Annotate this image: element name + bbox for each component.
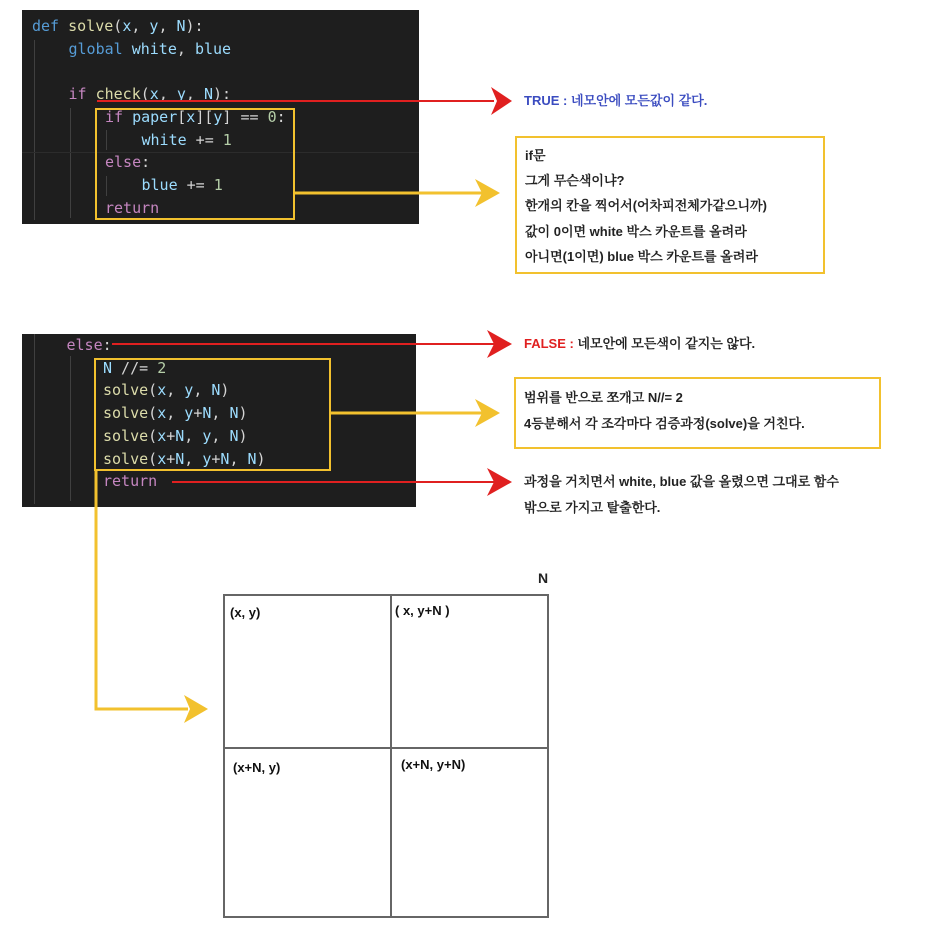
return-annotation-line2: 밖으로 가지고 탈출한다. (524, 500, 661, 515)
code-token: , (158, 85, 177, 104)
if-box-line-4: 값이 0이면 white 박스 카운트를 올려라 (525, 224, 747, 239)
code-token: blue (194, 39, 232, 58)
false-text: 네모안에 모든색이 같지는 않다. (573, 336, 756, 351)
grid-horizontal-divider (225, 747, 547, 749)
cell-top-right-label: ( x, y+N ) (395, 603, 450, 618)
code-token: solve (103, 381, 149, 400)
code-token: y (149, 17, 159, 35)
code-token: N (176, 17, 186, 35)
code-token: + (166, 426, 176, 445)
code-token: ( (148, 404, 158, 423)
code-token: white (131, 39, 177, 58)
code-token: N (247, 449, 257, 468)
split-explanation-arrow (331, 399, 500, 427)
code-token: ( (148, 449, 158, 468)
split-box-line-2: 4등분해서 각 조각마다 검증과정(solve)을 거친다. (524, 416, 805, 431)
code-token: += (186, 130, 223, 149)
code-token: , (211, 404, 230, 423)
code-token: x (157, 404, 167, 423)
code-token: + (193, 404, 203, 423)
false-annotation (524, 335, 755, 353)
true-text: 네모안에 모든값이 같다. (567, 93, 708, 108)
grid-pointer-arrow (96, 471, 208, 723)
code-token: , (184, 426, 203, 445)
code-token: N (211, 381, 221, 400)
code-token: : (276, 107, 286, 126)
code-token: x (186, 107, 196, 126)
code-token: y (202, 449, 212, 468)
code-token: N (220, 449, 230, 468)
code-token: if (68, 85, 87, 104)
if-box-line-3: 한개의 칸을 찍어서(어차피전체가같으니까) (525, 198, 767, 213)
split-explanation-box (514, 377, 881, 449)
code-token: ) (238, 404, 248, 423)
code-token: solve (68, 17, 114, 35)
code-token: N (175, 426, 185, 445)
false-label: FALSE : (524, 336, 574, 351)
code-token: N (202, 404, 212, 423)
code-token: 1 (213, 175, 223, 194)
code-token: ) (220, 381, 230, 400)
code-token: ] == (222, 107, 268, 126)
cell-bottom-right-label: (x+N, y+N) (401, 757, 466, 772)
code-token: , (166, 381, 185, 400)
code-token: def (32, 17, 60, 35)
split-box-line-1: 범위를 반으로 쪼개고 N//= 2 (524, 390, 683, 405)
code-token: += (177, 175, 214, 194)
code-token: : (141, 153, 151, 172)
return-annotation-line1: 과정을 거치면서 white, blue 값을 올렸으면 그대로 함수 (524, 474, 839, 489)
code-token: blue (141, 175, 178, 194)
code-token: 0 (267, 107, 277, 126)
code-token: paper (132, 107, 178, 126)
code-token: ) (238, 426, 248, 445)
code-token: , (166, 404, 185, 423)
code-token: ( (148, 381, 158, 400)
code-token: y (184, 381, 194, 400)
code-token: N (175, 449, 185, 468)
true-label: TRUE : (524, 93, 568, 108)
code-token: x (157, 426, 167, 445)
if-box-line-5: 아니면(1이면) blue 박스 카운트를 올려라 (525, 249, 758, 264)
code-token: x (149, 85, 159, 104)
code-token: ( (140, 85, 150, 104)
code-token: x (157, 449, 167, 468)
code-token: , (211, 426, 230, 445)
code-token: solve (103, 426, 149, 445)
code-token: ( (148, 426, 158, 445)
code-token: ): (213, 85, 232, 104)
if-explanation-arrow (294, 179, 500, 207)
code-token: //= (112, 358, 158, 377)
code-token: , (229, 449, 248, 468)
code-token: y (202, 426, 212, 445)
quadrant-grid (223, 594, 549, 918)
code-token: N (229, 426, 239, 445)
grid-n-label: N (538, 570, 549, 586)
code-token: , (185, 85, 204, 104)
code-token: ( (113, 17, 123, 35)
code-token: y (176, 85, 186, 104)
code-token: white (141, 130, 187, 149)
if-box-line-1: if문 (525, 148, 546, 163)
true-annotation (524, 92, 707, 110)
false-arrow (112, 330, 512, 358)
code-token: x (157, 381, 167, 400)
code-token: 2 (157, 358, 167, 377)
code-token: ): (185, 17, 204, 35)
code-token: + (211, 449, 221, 468)
code-token: N (103, 358, 113, 377)
code-token: N (203, 85, 213, 104)
code-token: return (103, 472, 158, 491)
code-token: ) (256, 449, 266, 468)
code-token: 1 (222, 130, 232, 149)
code-token: , (193, 381, 212, 400)
code-token: [ (177, 107, 187, 126)
code-token: solve (103, 449, 149, 468)
code-token: , (131, 17, 150, 35)
true-arrow (97, 87, 512, 115)
code-token: + (166, 449, 176, 468)
code-token: else (66, 336, 103, 354)
code-token: global (68, 39, 123, 58)
if-explanation-box (515, 136, 825, 274)
code-token: return (105, 198, 160, 217)
code-token: y (213, 107, 223, 126)
return-arrow (172, 468, 512, 496)
cell-top-left-label: (x, y) (230, 605, 261, 620)
code-token: check (95, 85, 141, 104)
code-token: ][ (195, 107, 214, 126)
cell-bottom-left-label: (x+N, y) (233, 760, 281, 775)
if-box-line-2: 그게 무슨색이냐? (525, 173, 625, 188)
code-token: , (176, 39, 195, 58)
code-token: , (158, 17, 177, 35)
grid-vertical-divider (390, 596, 392, 916)
code-token: solve (103, 404, 149, 423)
code-token: , (184, 449, 203, 468)
code-token: if (105, 107, 124, 126)
code-token: x (122, 17, 132, 35)
code-token: else (105, 153, 142, 172)
code-token: y (184, 404, 194, 423)
code-token: : (102, 336, 112, 354)
code-token: N (229, 404, 239, 423)
